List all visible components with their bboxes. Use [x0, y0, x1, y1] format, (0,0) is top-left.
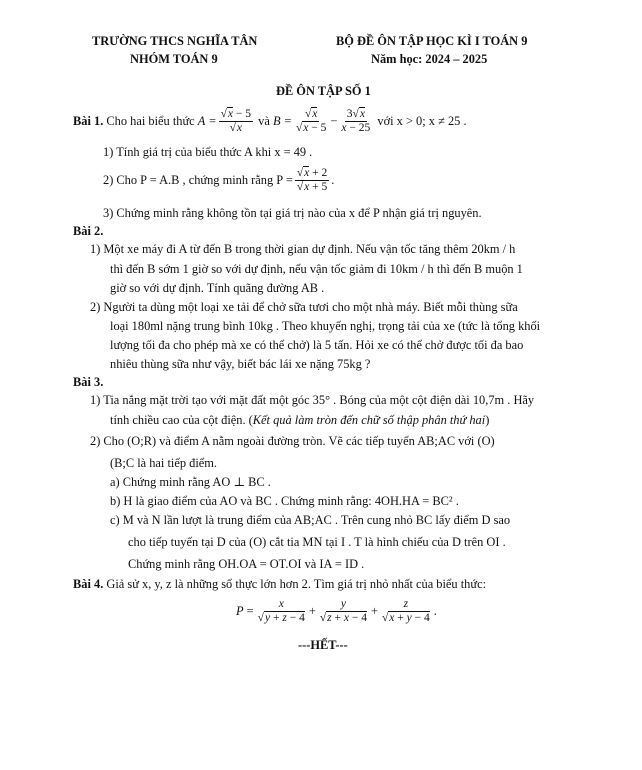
bai2-p2-line4: nhiêu thùng sữa như vậy, biết bác lái xe nặng 75kg ? [110, 357, 371, 371]
bai4-statement [73, 577, 486, 593]
fraction-p1: $\frac{x}{√y + z - 4}$ [257, 598, 305, 624]
fraction-p2: $\frac{y}{√z + x - 4}$ [319, 598, 367, 624]
fraction-p3: $\frac{z}{√x + y - 4}$ [381, 598, 430, 624]
bai2-label: Bài 2. [73, 224, 104, 238]
bai1-statement: Bài 1. Cho hai biểu thức A = $\frac{√x - 5}{√x}$ và B = $\frac{√x}{√x - 5}$ − $\frac{3√x}{x - 25}$ với x > 0; x ≠ 25 . [73, 108, 467, 134]
bai4-label: Bài 4. [73, 577, 104, 591]
bai3-part-c-line1: c) M và N lần lượt là trung điểm của AB;AC . Trên cung nhỏ BC lấy điểm D sao [110, 513, 511, 527]
bai1-condition: với x > 0; x ≠ 25 . [377, 113, 467, 128]
bai3-p1-line2-a: tính chiều cao của cột điện. ( [110, 413, 253, 427]
bai1-q3: 3) Chứng minh rằng không tồn tại giá trị nào của x để P nhận giá trị nguyên. [103, 206, 482, 220]
bai3-part-c-line3: Chứng minh rằng OH.OA = OT.OI và IA = ID . [128, 557, 365, 571]
bai4-text: Giả sử x, y, z là những số thực lớn hơn 2. Tìm giá trị nhỏ nhất của biểu thức: [106, 577, 487, 591]
bai2-p1-line1: 1) Một xe máy đi A từ đến B trong thời gian dự định. Nếu vận tốc tăng thêm 20km / h [90, 242, 516, 256]
bai3-p2-line1: 2) Cho (O;R) và điểm A nằm ngoài đường tròn. Vẽ các tiếp tuyến AB;AC với (O) [90, 434, 495, 448]
doc-title: BỘ ĐỀ ÔN TẬP HỌC KÌ I TOÁN 9 [336, 34, 528, 48]
bai3-rounding-note: Kết quả làm tròn đến chữ số thập phân thứ hai [252, 413, 486, 427]
school-year: Năm học: 2024 – 2025 [371, 52, 488, 66]
fraction-b1: $\frac{√x}{√x - 5}$ [295, 108, 327, 134]
bai2-p2-line3: lượng tối đa cho phép mà xe có thể chở) là 5 tấn. Hỏi xe có thể chở được tối đa bao [110, 338, 524, 352]
bai1-q2: 2) Cho P = A.B , chứng minh rằng P = $\frac{√x + 2}{√x + 5}$ . [103, 167, 335, 193]
bai1-label: Bài 1. [73, 113, 104, 128]
bai3-part-b: b) H là giao điểm của AO và BC . Chứng minh rằng: 4OH.HA = BC² . [110, 494, 459, 508]
bai3-p1-line2-c: ) [485, 413, 490, 427]
expr-b: B = [272, 113, 292, 128]
school-name: TRƯỜNG THCS NGHĨA TÂN [92, 34, 258, 48]
bai3-label: Bài 3. [73, 375, 104, 389]
bai2-p2-line2: loại 180ml nặng trung bình 10kg . Theo khuyến nghị, trọng tải của xe (tức là tổng khối [110, 319, 541, 333]
bai3-p2-line2: (B;C là hai tiếp điểm. [110, 456, 218, 470]
bai1-q1: 1) Tính giá trị của biểu thức A khi x = 49 . [103, 145, 313, 159]
bai2-p1-line3: giờ so với dự định. Tính quãng đường AB . [110, 281, 325, 295]
bai3-p1-line2 [110, 413, 489, 429]
bai3-p1-line1: 1) Tia nắng mặt trời tạo với mặt đất một góc 35° . Bóng của một cột điện dài 10,7m . Hãy [90, 393, 535, 407]
bai1-q2-text: 2) Cho P = A.B , chứng minh rằng P = [103, 172, 293, 187]
bai3-part-c-line2: cho tiếp tuyến tại D của (O) cắt tia MN tại I . T là hình chiếu của D trên OI . [128, 535, 506, 549]
bai1-and: và [258, 113, 270, 128]
bai3-part-a: a) Chứng minh rằng AO ⊥ BC . [110, 475, 271, 489]
bai4-expression: P = $\frac{x}{√y + z - 4}$ + $\frac{y}{√z + x - 4}$ + $\frac{z}{√x + y - 4}$ . [236, 598, 437, 624]
bai2-p1-line2: thì đến B sớm 1 giờ so với dự định, nếu vận tốc giảm đi 10km / h thì đến B muộn 1 [110, 262, 523, 276]
fraction-p: $\frac{√x + 2}{√x + 5}$ [296, 167, 328, 193]
group-name: NHÓM TOÁN 9 [130, 52, 218, 66]
fraction-a: $\frac{√x - 5}{√x}$ [220, 108, 252, 134]
expr-a: A = [197, 113, 217, 128]
exam-title: ĐỀ ÔN TẬP SỐ 1 [276, 84, 371, 98]
end-marker: ---HẾT--- [298, 638, 348, 652]
fraction-b2: $\frac{3√x}{x - 25}$ [341, 108, 371, 134]
bai2-p2-line1: 2) Người ta dùng một loại xe tải để chở sữa tươi cho một nhà máy. Biết mỗi thùng sữa [90, 300, 518, 314]
bai1-intro: Cho hai biểu thức [106, 113, 195, 128]
